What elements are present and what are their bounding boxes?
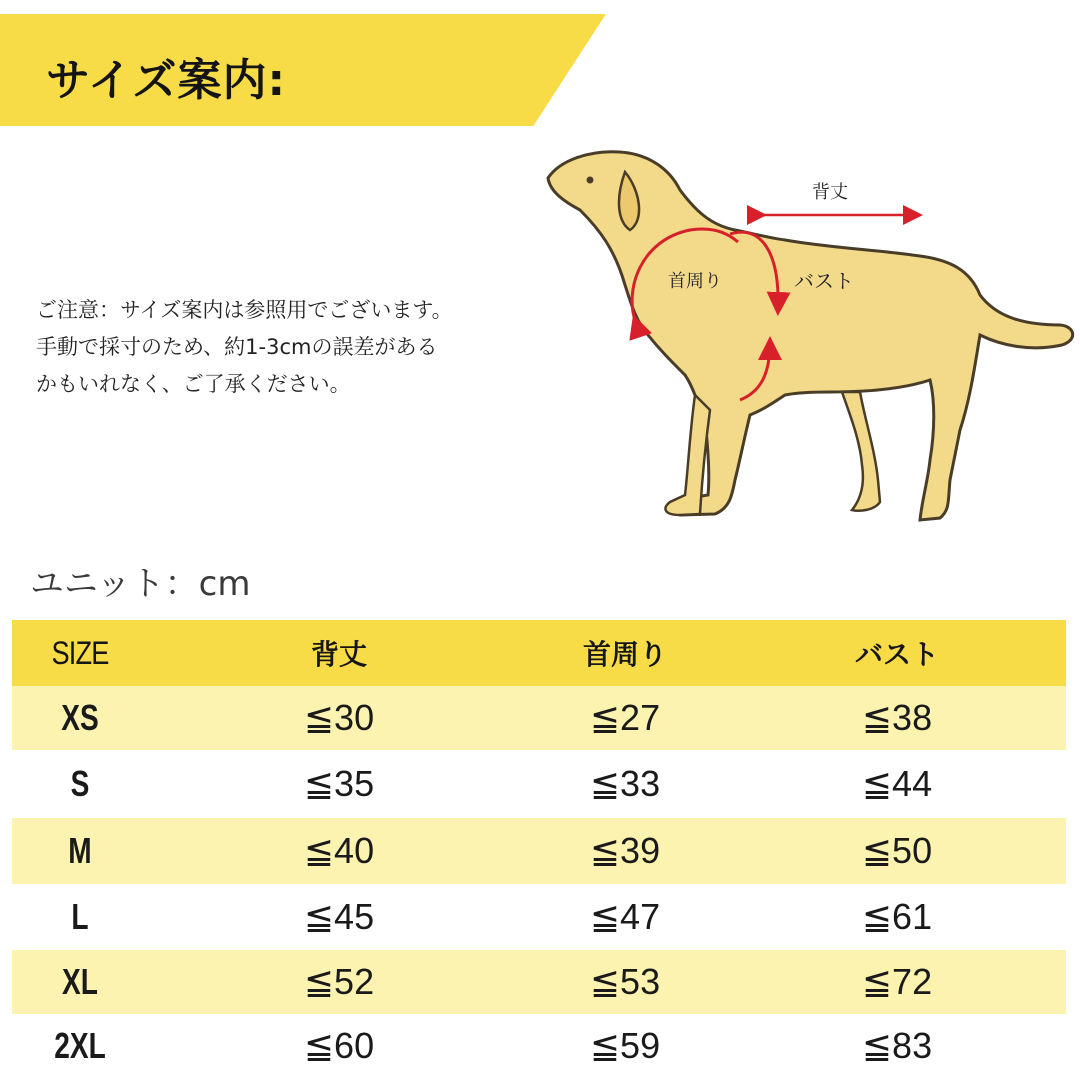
size-notice xyxy=(36,292,576,403)
chest-cell: ≦72 xyxy=(861,961,933,1002)
neck-cell: ≦53 xyxy=(589,961,661,1002)
notice-line: 手動で採寸のため、約1-3cmの誤差がある xyxy=(36,335,438,359)
neck-cell: ≦47 xyxy=(589,896,661,937)
table-row xyxy=(12,1014,1066,1078)
table-row xyxy=(12,686,1066,750)
neck-cell: ≦33 xyxy=(589,763,661,804)
header-chest: バスト xyxy=(854,638,939,671)
size-cell: M xyxy=(68,830,92,871)
size-cell: XL xyxy=(62,961,98,1002)
neck-cell: ≦27 xyxy=(589,697,661,738)
unit-label: ユニット：cm xyxy=(30,564,251,604)
size-cell: XS xyxy=(61,697,99,738)
length-cell: ≦60 xyxy=(303,1025,375,1066)
chest-cell: ≦50 xyxy=(861,830,933,871)
label-length: 背丈 xyxy=(812,182,848,203)
chest-cell: ≦61 xyxy=(861,896,933,937)
length-cell: ≦30 xyxy=(303,697,375,738)
neck-cell: ≦39 xyxy=(589,830,661,871)
length-cell: ≦40 xyxy=(303,830,375,871)
neck-cell: ≦59 xyxy=(589,1025,661,1066)
label-neck: 首周り xyxy=(668,271,722,292)
chest-cell: ≦38 xyxy=(861,697,933,738)
label-chest: バスト xyxy=(794,269,854,293)
length-cell: ≦45 xyxy=(303,896,375,937)
notice-line: ご注意：サイズ案内は参照用でございます。 xyxy=(36,298,453,322)
length-cell: ≦52 xyxy=(303,961,375,1002)
header-size: SIZE xyxy=(51,634,109,671)
table-row xyxy=(12,884,1066,950)
size-cell: L xyxy=(71,896,89,937)
size-cell: S xyxy=(70,763,90,804)
table-row xyxy=(12,750,1066,818)
chest-cell: ≦44 xyxy=(861,763,933,804)
dog-eye xyxy=(587,177,594,184)
notice-line: かもいれなく、ご了承ください。 xyxy=(36,372,351,396)
table-header-row xyxy=(12,620,1066,686)
size-table xyxy=(12,620,1066,1078)
size-cell: 2XL xyxy=(54,1025,106,1066)
dog-hind-leg xyxy=(842,392,880,511)
table-row xyxy=(12,950,1066,1014)
header-neck: 首周り xyxy=(582,638,667,671)
page-title: サイズ案内: xyxy=(46,55,287,106)
table-row xyxy=(12,818,1066,884)
length-cell: ≦35 xyxy=(303,763,375,804)
header-length: 背丈 xyxy=(310,638,367,671)
chest-cell: ≦83 xyxy=(861,1025,933,1066)
dog-measurement-diagram xyxy=(530,130,1080,550)
